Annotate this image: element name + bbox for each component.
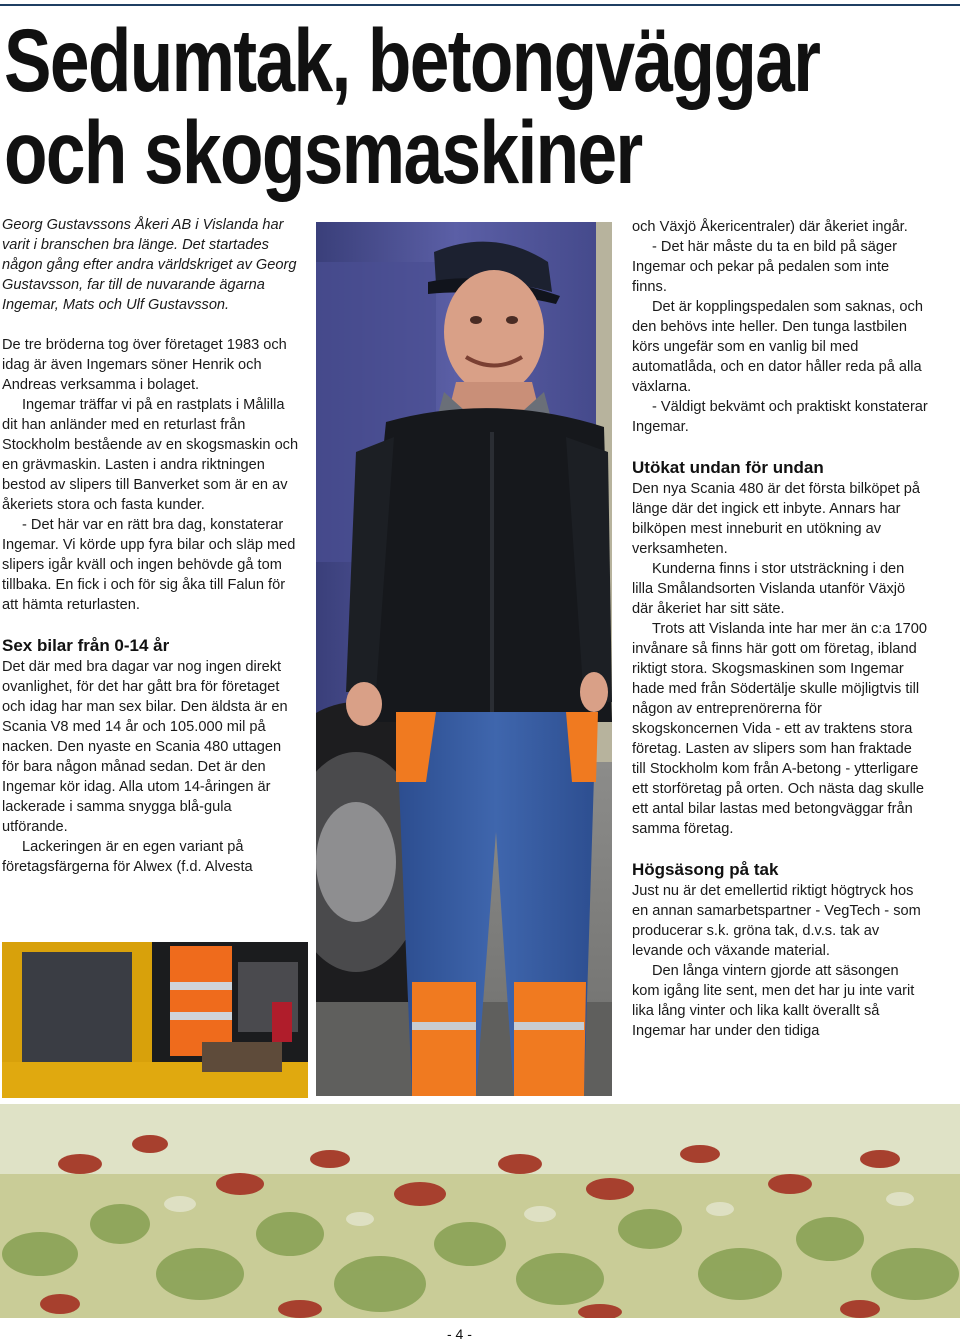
body-paragraph: - Väldigt bekvämt och praktiskt konstaterar Ingemar. (632, 399, 928, 435)
body-paragraph: Den långa vintern gjorde att säsongen kom igång lite sent, men det har ju inte varit lika lång vinter och lika kallt överallt så Ingemar har under den tidiga (632, 963, 915, 1039)
body-paragraph: Just nu är det emellertid riktigt högtryck hos en annan samarbetspartner - VegTech - som producerar s.k. gröna tak, d.v.s. tak av levande och växande material. (632, 883, 921, 959)
body-paragraph: Ingemar träffar vi på en rastplats i Målilla dit han anländer med en returlast från Stockholm bestående av en skogsmaskin och en grävmaskin. Lasten i andra riktningen bestod av slipers till Banverket som är en av åkeriets stora och fasta kunder. (2, 397, 299, 513)
body-paragraph: Kunderna finns i stor utsträckning i den lilla Smålandsorten Vislanda utanför Växjö där åkeriet har sitt säte. (632, 561, 906, 617)
body-paragraph: De tre bröderna tog över företaget 1983 och idag är även Ingemars söner Henrik och Andreas verksamma i bolaget. (2, 337, 287, 393)
body-paragraph: Trots att Vislanda inte har mer än c:a 1700 invånare så finns här gott om företag, ibland riktigt stora. Skogsmaskinen som Ingemar hade med från Södertälje skulle möjligtvis till någon av entreprenörerna för skogskoncernen Vida - ett av traktens stora företag. Lasten av slipers som han fraktade till Stockholm kom från A-betong - ytterligare ett storföretag på orten. Och nästa dag skulle ett antal bilar lastas med betongväggar från samma företag. (632, 621, 928, 837)
lead-paragraph: Georg Gustavssons Åkeri AB i Vislanda har varit i branschen bra länge. Det startades någon gång efter andra världskriget av Georg Gustavsson, far till de nuvarande ägarna Ingemar, Mats och Ulf Gustavsson. (2, 217, 297, 313)
body-paragraph: Lackeringen är en egen variant på företagsfärgerna för Alwex (f.d. Alvesta (2, 839, 253, 875)
headline-line-1: Sedumtak, betongväggar (4, 10, 820, 110)
article-column-right (632, 217, 928, 1041)
subheading: Sex bilar från 0-14 år (2, 636, 170, 655)
body-paragraph: Det där med bra dagar var nog ingen direkt ovanlighet, för det har gått bra för företaget och idag har man sex bilar. Den äldsta är en Scania V8 med 14 år och 105.000 mil på nacken. Den nyaste en Scania 480 uttagen för bara någon månad sedan. Det är den Ingemar kör idag. Alla utom 14-åringen är lackerade i samma snygga blå-gula utförande. (2, 659, 288, 835)
subheading: Högsäsong på tak (632, 860, 779, 879)
top-rule (0, 4, 960, 6)
photo-sedum-plants (0, 1104, 960, 1318)
article-column-left (2, 215, 300, 877)
body-paragraph: - Det här var en rätt bra dag, konstaterar Ingemar. Vi körde upp fyra bilar och släp med slipers igår kväll och ingen behövde gå tom tillbaka. En fick i och för sig åka till Falun för att hämta returlasten. (2, 517, 296, 613)
page-number: - 4 - (447, 1326, 472, 1342)
body-paragraph: och Växjö Åkericentraler) där åkeriet ingår. (632, 219, 908, 235)
headline-line-2: och skogsmaskiner (4, 102, 642, 202)
body-paragraph: - Det här måste du ta en bild på säger Ingemar och pekar på pedalen som inte finns. (632, 239, 897, 295)
body-paragraph: Den nya Scania 480 är det första bilköpet på länge där det ingick ett inbyte. Annars har bilköpen mest inneburit en utökning av verksamheten. (632, 481, 921, 557)
photo-truck-cab-interior (2, 942, 308, 1098)
subheading: Utökat undan för undan (632, 458, 824, 477)
photo-driver-by-truck (316, 222, 612, 1096)
headline (4, 10, 820, 202)
body-paragraph: Det är kopplingspedalen som saknas, och den behövs inte heller. Den tunga lastbilen körs ungefär som en vanlig bil med automatlåda, och en dator håller reda på alla växlarna. (632, 299, 923, 395)
